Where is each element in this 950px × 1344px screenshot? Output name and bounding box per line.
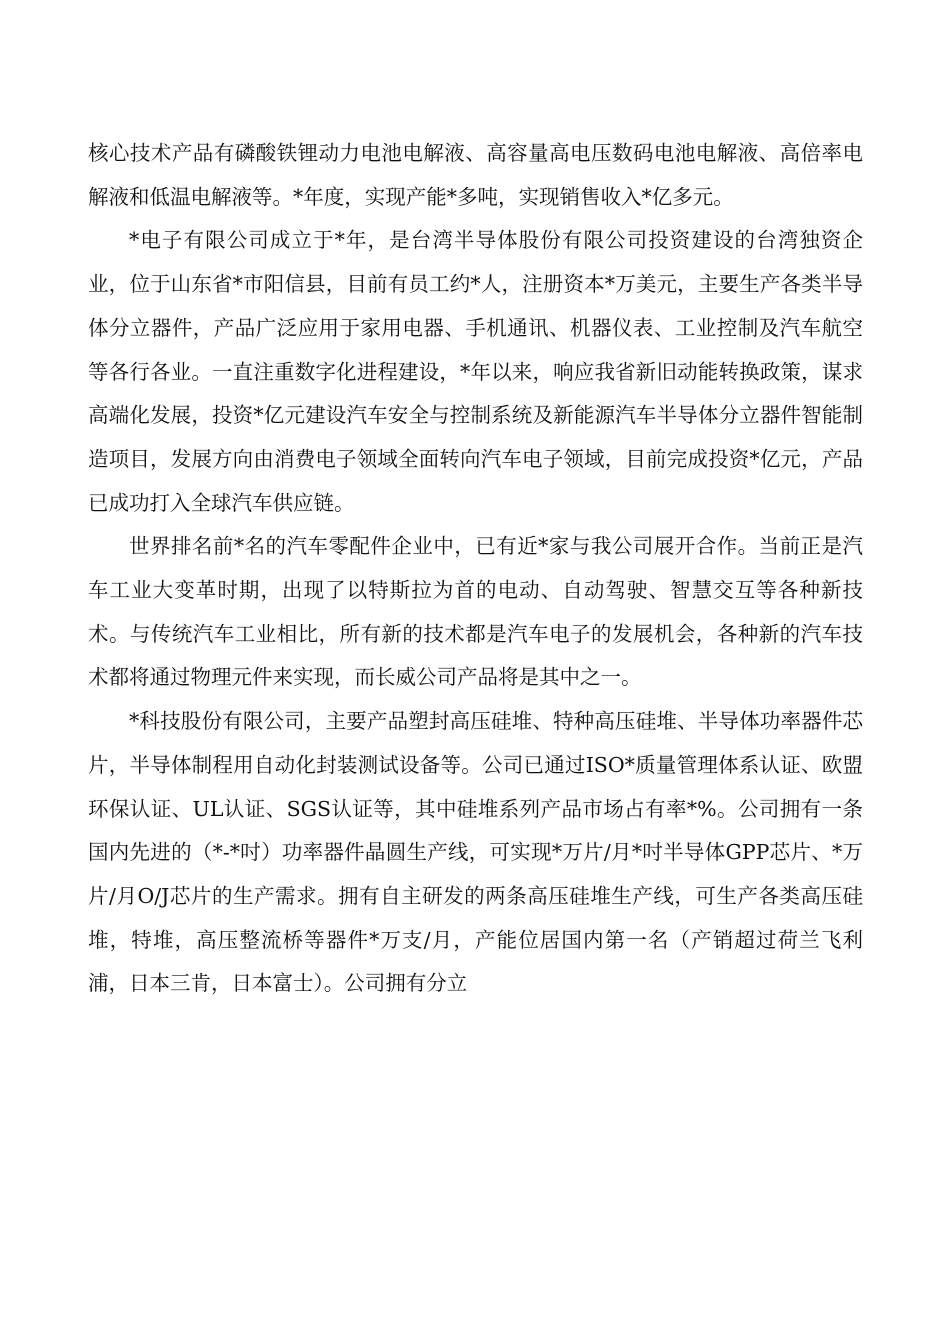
paragraph-electrolyte-products: 核心技术产品有磷酸铁锂动力电池电解液、高容量高电压数码电池电解液、高倍率电解液和低温电解液等。*年度，实现产能*多吨，实现销售收入*亿多元。 — [88, 141, 863, 209]
paragraph-technology-company: *科技股份有限公司，主要产品塑封高压硅堆、特种高压硅堆、半导体功率器件芯片，半导体制程用自动化封装测试设备等。公司已通过ISO*质量管理体系认证、欧盟环保认证、UL认证、SGS认证等，其中硅堆系列产品市场占有率*%。公司拥有一条国内先进的（*-*吋）功率器件晶圆生产线，可实现*万片/月*吋半导体GPP芯片、*万片/月O/J芯片的生产需求。拥有自主研发的两条高压硅堆生产线，可生产各类高压硅堆，特堆，高压整流桥等器件*万支/月，产能位居国内第一名（产销超过荷兰飞利浦，日本三肯，日本富士）。公司拥有分立 — [88, 709, 863, 996]
paragraph-auto-parts-cooperation: 世界排名前*名的汽车零配件企业中，已有近*家与我公司展开合作。当前正是汽车工业大变革时期，出现了以特斯拉为首的电动、自动驾驶、智慧交互等各种新技术。与传统汽车工业相比，所有新的技术都是汽车电子的发展机会，各种新的汽车技术都将通过物理元件来实现，而长威公司产品将是其中之一。 — [88, 534, 863, 690]
paragraph-electronics-company: *电子有限公司成立于*年，是台湾半导体股份有限公司投资建设的台湾独资企业，位于山东省*市阳信县，目前有员工约*人，注册资本*万美元，主要生产各类半导体分立器件，产品广泛应用于家用电器、手机通讯、机器仪表、工业控制及汽车航空等各行各业。一直注重数字化进程建设，*年以来，响应我省新旧动能转换政策，谋求高端化发展，投资*亿元建设汽车安全与控制系统及新能源汽车半导体分立器件智能制造项目，发展方向由消费电子领域全面转向汽车电子领域，目前完成投资*亿元，产品已成功打入全球汽车供应链。 — [88, 228, 863, 515]
document-page — [88, 132, 863, 1006]
